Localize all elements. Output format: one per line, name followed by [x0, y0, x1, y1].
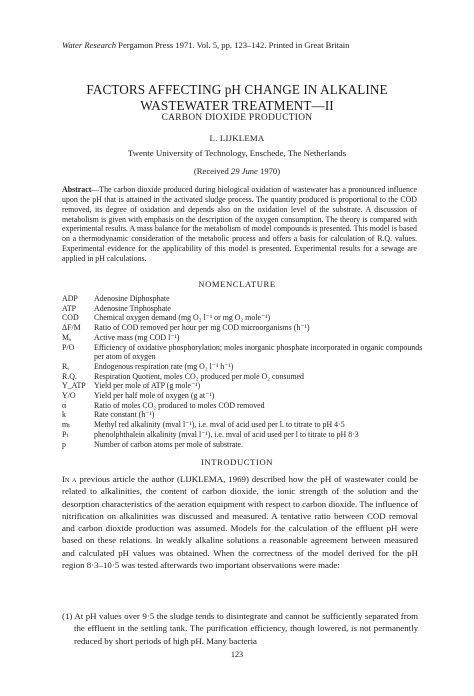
abstract-text: —The carbon dioxide produced during biological oxidation of wastewater has a pronounced influence upon the pH that is attained in the activated sludge process. The quantity produced is proportional to the COD removed, its degree of oxidation and depends also on the oxidation level of the substrate. A discussion of metabolism is given with emphasis on the description of the oxygen consumption. The theory is compared with experimental results. A mass balance for the metabolism of model compounds is presented. This model is based on a thermodynamic consideration of the metabolic process and offers a basis for calculation of R.Q. values. Experimental evidence for the applicability of this model is presented. Experimental results for a sewage are applied in pH calculations. [62, 185, 417, 263]
nomenclature-row [62, 362, 432, 372]
journal-details: Pergamon Press 1971. Vol. 5, pp. 123–142. Printed in Great Britain [116, 40, 350, 50]
nomenclature-heading: NOMENCLATURE [198, 279, 276, 289]
page-number: 123 [230, 650, 244, 659]
nomenclature-definition: Chemical oxygen demand (mg O₂ l⁻¹ or mg O₂ mole⁻¹) [94, 313, 271, 323]
nomenclature-row [62, 430, 432, 440]
nomenclature-definition: phenolphthalein alkalinity (mval l⁻¹), i.e. mval of acid used per l to titrate to pH 8·3 [94, 429, 359, 439]
nomenclature-definition: Methyl red alkalinity (mval l⁻¹), i.e. mval of acid used per l. to titrate to pH 4·5 [94, 420, 345, 430]
nomenclature-symbol: Rₑ [62, 361, 70, 371]
nomenclature-symbol: Y/O [62, 391, 76, 401]
observation-item-1: (1) At pH values over 9·5 the sludge tends to disintegrate and cannot be sufficiently separated from the effluent in the settling tank. The purification efficiency, though lowered, is not permanently reduced by short periods of high pH. Many bacteria [62, 611, 418, 646]
nomenclature-definition: Adenosine Triphosphate [94, 303, 171, 313]
nomenclature-symbol: ΔF/M [62, 323, 81, 333]
nomenclature-definition: Yield per half mole of oxygen (g at⁻¹) [94, 391, 215, 401]
introduction-paragraph [62, 473, 418, 571]
nomenclature-definition: Respiration Quotient, moles CO₂ produced per mole O₂ consumed [94, 371, 304, 381]
nomenclature-row [62, 372, 432, 382]
nomenclature-row [62, 440, 432, 450]
nomenclature-row [62, 313, 432, 323]
intro-text: previous article the author (LIJKLEMA, 1969) described how the pH of wastewater could be related to alkalinities, the content of carbon dioxide, the ionic strength of the solution and the desorption characteristics of the aeration equipment with respect to carbon dioxide. The influence of nitrification on alkalinities was discussed and measured. A tentative ratio between COD removal and carbon dioxide production was assumed. Models for the calculation of the effluent pH were based on these relations. In weakly alkaline solutions a reasonable agreement between measured and calculated pH values was obtained. When the correctness of the model derived for the pH region 8·3–10·5 was tested afterwards two important observations were made: [62, 474, 418, 570]
nomenclature-symbol: ATP [62, 303, 77, 313]
nomenclature-list [62, 294, 432, 449]
nomenclature-symbol: k [62, 410, 66, 420]
nomenclature-row [62, 323, 432, 333]
journal-name: Water Research [62, 40, 117, 50]
paper-subtitle: CARBON DIOXIDE PRODUCTION [161, 113, 313, 123]
nomenclature-symbol: Y_ATP [62, 381, 86, 391]
nomenclature-definition: Ratio of COD removed per hour per mg COD microorganisms (h⁻¹) [94, 323, 310, 333]
nomenclature-definition: Yield per mole of ATP (g mole⁻¹) [94, 381, 201, 391]
title-line-2: WASTEWATER TREATMENT—II [140, 98, 334, 113]
nomenclature-definition: Number of carbon atoms per mole of substrate. [94, 439, 244, 449]
title-line-1: FACTORS AFFECTING pH CHANGE IN ALKALINE [86, 82, 388, 97]
nomenclature-row [62, 381, 432, 391]
nomenclature-row [62, 304, 432, 314]
nomenclature-definition: Ratio of moles CO₂ produced to moles COD removed [94, 400, 265, 410]
nomenclature-symbol: Mₐ [62, 332, 72, 342]
abstract [62, 185, 417, 264]
nomenclature-definition: Efficiency of oxidative phosphorylation; moles inorganic phosphate incorporated in organic compounds per atom of oxygen [94, 342, 423, 362]
nomenclature-row [62, 391, 432, 401]
intro-lead-in: In a [62, 474, 77, 484]
nomenclature-row [62, 343, 432, 362]
received-date [40, 166, 434, 176]
author-name: L. LIJKLEMA [209, 133, 265, 143]
nomenclature-symbol: Pₜ [62, 429, 69, 439]
received-suffix: 1970) [257, 166, 281, 176]
nomenclature-symbol: α [62, 400, 67, 410]
received-day-month: 29 June [230, 166, 258, 176]
author-affiliation: Twente University of Technology, Enschede, The Netherlands [127, 148, 347, 158]
nomenclature-definition: Endogenous respiration rate (mg O₂ l⁻¹ h⁻¹) [94, 361, 234, 371]
journal-header [62, 40, 349, 50]
nomenclature-definition: Adenosine Diphosphate [94, 294, 170, 303]
paper-title [40, 82, 434, 114]
nomenclature-row [62, 333, 432, 343]
nomenclature-symbol: R.Q. [62, 371, 77, 381]
abstract-label: Abstract [62, 185, 92, 194]
nomenclature-row [62, 294, 432, 304]
nomenclature-symbol: p [62, 439, 66, 449]
nomenclature-symbol: mₜ [62, 420, 71, 430]
nomenclature-symbol: COD [62, 313, 79, 323]
nomenclature-row [62, 420, 432, 430]
received-prefix: (Received [193, 166, 231, 176]
nomenclature-symbol: ADP [62, 294, 78, 303]
nomenclature-definition: Active mass (mg COD l⁻¹) [94, 332, 180, 342]
nomenclature-row [62, 410, 432, 420]
introduction-heading: INTRODUCTION [200, 457, 274, 467]
nomenclature-symbol: P/O [62, 342, 75, 352]
nomenclature-definition: Rate constant (h⁻¹) [94, 410, 155, 420]
nomenclature-row [62, 401, 432, 411]
